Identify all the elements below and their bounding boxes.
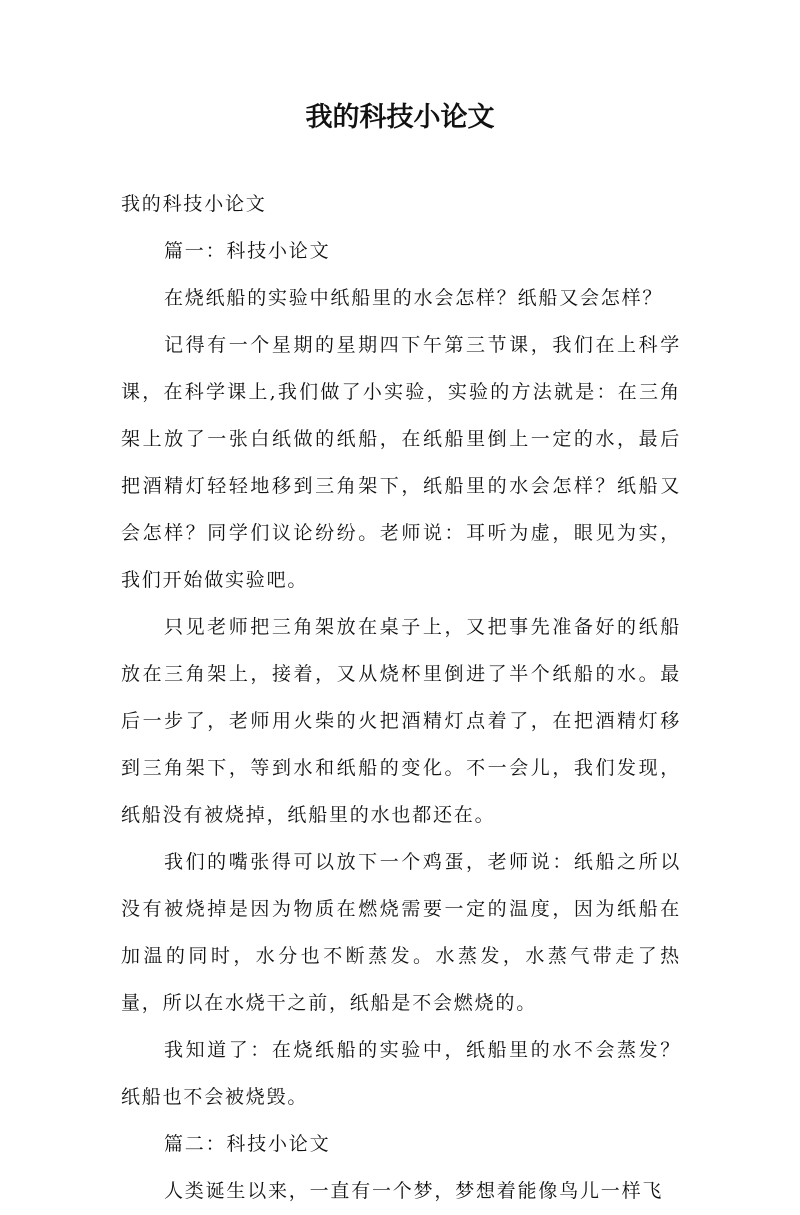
- paragraph: 我知道了：在烧纸船的实验中，纸船里的水不会蒸发？纸船也不会被烧毁。: [121, 1039, 681, 1108]
- paragraph: 记得有一个星期的星期四下午第三节课，我们在上科学课，在科学课上,我们做了小实验，实验的方法就是：在三角架上放了一张白纸做的纸船，在纸船里倒上一定的水，最后把酒精灯轻轻地移到三角架下，纸船里的水会怎样？纸船又会怎样？同学们议论纷纷。老师说：耳听为虚，眼见为实，我们开始做实验吧。: [121, 334, 681, 591]
- paragraph: 我们的嘴张得可以放下一个鸡蛋，老师说：纸船之所以没有被烧掉是因为物质在燃烧需要一定的温度，因为纸船在加温的同时，水分也不断蒸发。水蒸发，水蒸气带走了热量，所以在水烧干之前，纸船是不会燃烧的。: [121, 851, 681, 1014]
- document-body: [121, 181, 681, 1215]
- document-title: 我的科技小论文: [305, 102, 495, 133]
- paragraph-heading: 我的科技小论文: [121, 193, 267, 215]
- paragraph: 只见老师把三角架放在桌子上，又把事先准备好的纸船放在三角架上，接着，又从烧杯里倒进了半个纸船的水。最后一步了，老师用火柴的火把酒精灯点着了，在把酒精灯移到三角架下，等到水和纸船的变化。不一会儿，我们发现，纸船没有被烧掉，纸船里的水也都还在。: [121, 616, 681, 826]
- section-heading-1: 篇一：科技小论文: [164, 240, 331, 262]
- paragraph: 在烧纸船的实验中纸船里的水会怎样？纸船又会怎样？: [164, 287, 664, 309]
- section-heading-2: 篇二：科技小论文: [164, 1133, 331, 1155]
- paragraph: 人类诞生以来，一直有一个梦，梦想着能像鸟儿一样飞: [164, 1180, 664, 1202]
